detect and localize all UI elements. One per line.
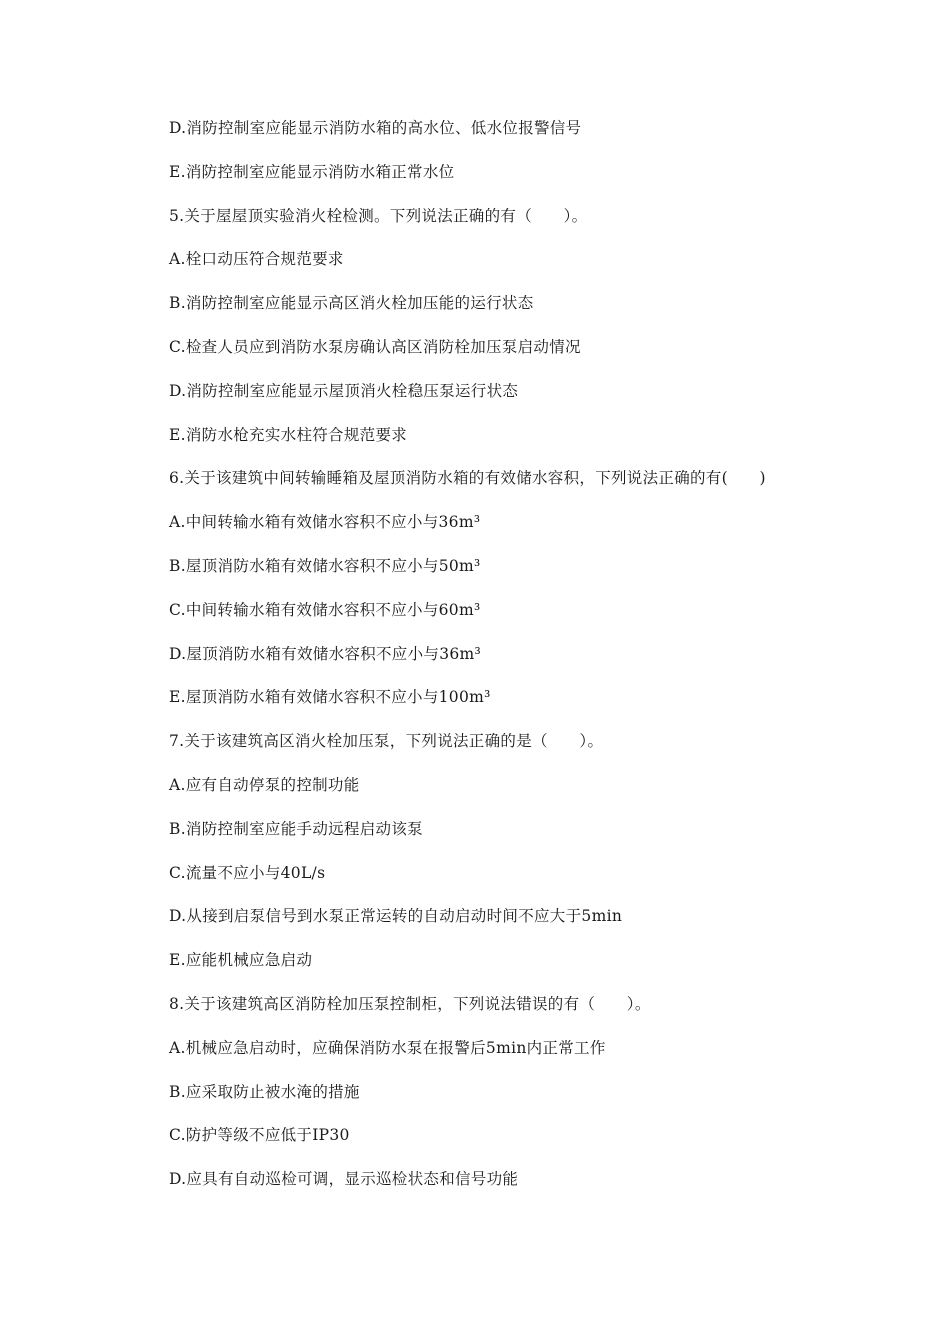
option-line: D.应具有自动巡检可调，显示巡检状态和信号功能: [169, 1170, 519, 1189]
option-line: C.检查人员应到消防水泵房确认高区消防栓加压泵启动情况: [169, 337, 581, 356]
option-line: B.应采取防止被水淹的措施: [169, 1082, 360, 1101]
question-line: 7.关于该建筑高区消火栓加压泵，下列说法正确的是（ ）。: [169, 732, 604, 751]
option-line: C.中间转输水箱有效储水容积不应小与60m³: [169, 600, 481, 619]
option-line: A.机械应急启动时，应确保消防水泵在报警后5min内正常工作: [169, 1038, 606, 1057]
option-line: B.消防控制室应能手动远程启动该泵: [169, 819, 423, 838]
option-line: C.流量不应小与40L/s: [169, 863, 326, 882]
question-line: 6.关于该建筑中间转输睡箱及屋顶消防水箱的有效储水容积，下列说法正确的有( ): [169, 469, 766, 488]
question-line: 5.关于屋屋顶实验消火栓检测。下列说法正确的有（ ）。: [169, 206, 588, 225]
option-line: E.应能机械应急启动: [169, 951, 313, 970]
option-line: E.屋顶消防水箱有效储水容积不应小与100m³: [169, 688, 491, 707]
option-line: E.消防控制室应能显示消防水箱正常水位: [169, 162, 455, 181]
option-line: D.屋顶消防水箱有效储水容积不应小与36m³: [169, 644, 482, 663]
option-line: D.消防控制室应能显示屋顶消火栓稳压泵运行状态: [169, 381, 519, 400]
option-line: B.屋顶消防水箱有效储水容积不应小与50m³: [169, 556, 481, 575]
option-line: C.防护等级不应低于IP30: [169, 1126, 350, 1145]
option-line: D.从接到启泵信号到水泵正常运转的自动启动时间不应大于5min: [169, 907, 623, 926]
option-line: B.消防控制室应能显示高区消火栓加压能的运行状态: [169, 294, 534, 313]
question-line: 8.关于该建筑高区消防栓加压泵控制柜，下列说法错误的有（ ）。: [169, 994, 651, 1013]
question-text: [169, 116, 889, 1211]
option-line: A.栓口动压符合规范要求: [169, 250, 344, 269]
option-line: D.消防控制室应能显示消防水箱的高水位、低水位报警信号: [169, 119, 582, 137]
option-line: A.应有自动停泵的控制功能: [169, 775, 360, 794]
option-line: E.消防水枪充实水柱符合规范要求: [169, 425, 408, 444]
option-line: A.中间转输水箱有效储水容积不应小与36m³: [169, 513, 481, 532]
